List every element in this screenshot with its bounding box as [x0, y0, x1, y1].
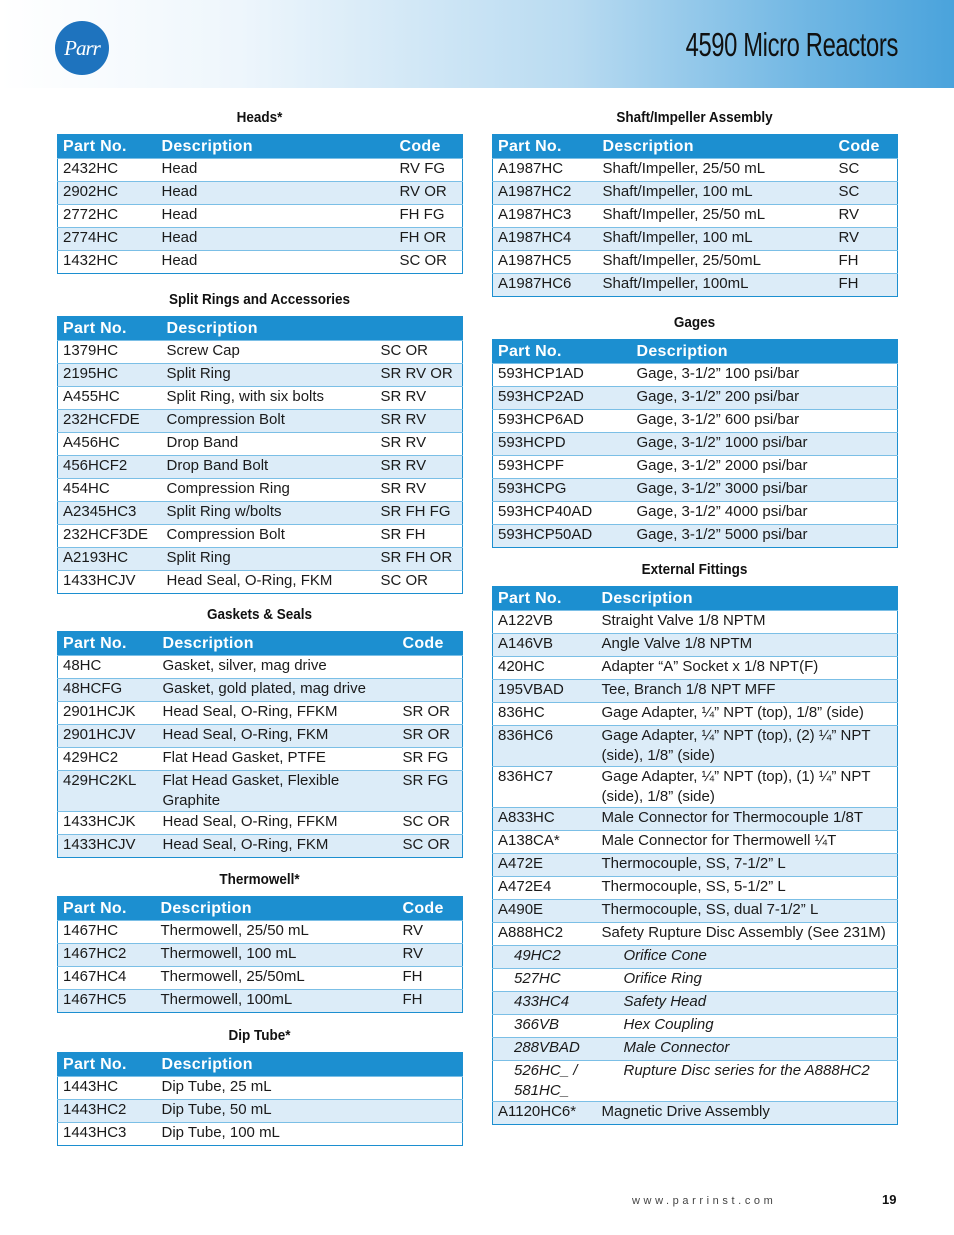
table-row [58, 748, 463, 771]
table-cell: Gasket, gold plated, mag drive [158, 679, 398, 702]
table-row [493, 1102, 898, 1125]
table-cell: SR FH [376, 525, 463, 548]
table-row [58, 1077, 463, 1100]
table-cell: RV [398, 944, 463, 967]
table-cell: Thermowell, 100mL [156, 990, 398, 1013]
table-cell: Dip Tube, 50 mL [157, 1100, 463, 1123]
table-cell: 1379HC [58, 341, 162, 364]
fittings-title: External Fittings [641, 561, 748, 578]
table-cell: Drop Band Bolt [162, 456, 376, 479]
table-cell: Shaft/Impeller, 100 mL [598, 228, 834, 251]
table-cell: SC [834, 182, 898, 205]
table-cell: 593HCP6AD [493, 410, 632, 433]
table-cell: 593HCPF [493, 456, 632, 479]
table-header-row [493, 587, 898, 611]
table-cell: SR FH FG [376, 502, 463, 525]
table-row [58, 679, 463, 702]
table-cell: Gage, 3-1/2” 100 psi/bar [632, 364, 898, 387]
table-cell: Adapter “A” Socket x 1/8 NPT(F) [597, 657, 898, 680]
heads-table [57, 134, 463, 274]
table-row [58, 921, 463, 944]
table-cell: FH OR [395, 228, 463, 251]
table-cell: A833HC [493, 808, 597, 831]
gages-title: Gages [673, 314, 716, 331]
table-cell: Safety Head [597, 992, 898, 1015]
table-cell: Orifice Cone [597, 946, 898, 969]
table-cell: Male Connector for Thermowell ¼T [597, 831, 898, 854]
thermowell-table [57, 896, 463, 1013]
shaft-table [492, 134, 898, 297]
table-cell: 1433HCJV [58, 571, 162, 594]
table-row [58, 387, 463, 410]
table-row [493, 726, 898, 767]
table-cell: 288VBAD [493, 1038, 597, 1061]
table-cell: A455HC [58, 387, 162, 410]
table-cell: 2774HC [58, 228, 157, 251]
column-header: Part No. [493, 340, 632, 364]
table-row [58, 341, 463, 364]
table-cell: 195VBAD [493, 680, 597, 703]
table-cell: Gage, 3-1/2” 1000 psi/bar [632, 433, 898, 456]
column-header: Description [156, 897, 398, 921]
table-row [493, 251, 898, 274]
table-cell: Thermowell, 25/50mL [156, 967, 398, 990]
table-cell: A472E [493, 854, 597, 877]
table-cell: 48HC [58, 656, 158, 679]
table-row [493, 364, 898, 387]
table-cell: Dip Tube, 100 mL [157, 1123, 463, 1146]
table-cell: Dip Tube, 25 mL [157, 1077, 463, 1100]
table-row [493, 923, 898, 946]
table-cell: Compression Bolt [162, 410, 376, 433]
table-cell: Orifice Ring [597, 969, 898, 992]
column-header: Description [598, 135, 834, 159]
table-cell: Head [157, 159, 395, 182]
table-cell: A1987HC6 [493, 274, 598, 297]
table-cell: Gage, 3-1/2” 4000 psi/bar [632, 502, 898, 525]
table-cell: 593HCP1AD [493, 364, 632, 387]
table-cell: FH [398, 990, 463, 1013]
gaskets-table [57, 631, 463, 858]
table-cell: Flat Head Gasket, PTFE [158, 748, 398, 771]
table-cell: RV [834, 205, 898, 228]
table-cell: SR OR [398, 702, 463, 725]
table-cell: Safety Rupture Disc Assembly (See 231M) [597, 923, 898, 946]
table-cell: Head [157, 228, 395, 251]
table-cell: 2901HCJV [58, 725, 158, 748]
table-row [493, 680, 898, 703]
table-row [58, 159, 463, 182]
shaft-title: Shaft/Impeller Assembly [616, 109, 773, 126]
table-cell: Shaft/Impeller, 100mL [598, 274, 834, 297]
table-header-row [58, 135, 463, 159]
table-cell: 593HCP2AD [493, 387, 632, 410]
table-cell: Screw Cap [162, 341, 376, 364]
table-row [493, 1015, 898, 1038]
table-cell: A1987HC2 [493, 182, 598, 205]
table-cell: RV [834, 228, 898, 251]
table-cell: Head Seal, O-Ring, FKM [158, 835, 398, 858]
column-header: Code [398, 897, 463, 921]
column-header: Part No. [58, 632, 158, 656]
table-row [493, 525, 898, 548]
table-row [493, 479, 898, 502]
table-cell: Head [157, 205, 395, 228]
table-cell: Thermocouple, SS, dual 7-1/2” L [597, 900, 898, 923]
table-cell: RV FG [395, 159, 463, 182]
table-cell: Male Connector for Thermocouple 1/8T [597, 808, 898, 831]
column-header: Code [395, 135, 463, 159]
table-cell: RV [398, 921, 463, 944]
table-cell: Gage, 3-1/2” 2000 psi/bar [632, 456, 898, 479]
table-row [493, 767, 898, 808]
table-cell: Gage, 3-1/2” 3000 psi/bar [632, 479, 898, 502]
table-cell: A1987HC [493, 159, 598, 182]
table-cell: Compression Ring [162, 479, 376, 502]
table-row [493, 410, 898, 433]
table-cell: FH [834, 251, 898, 274]
table-cell: SC OR [376, 341, 463, 364]
table-cell: Gage, 3-1/2” 5000 psi/bar [632, 525, 898, 548]
table-cell: SR FG [398, 748, 463, 771]
table-cell: A2193HC [58, 548, 162, 571]
table-row [58, 433, 463, 456]
table-row [493, 992, 898, 1015]
table-cell: 48HCFG [58, 679, 158, 702]
table-cell: Head Seal, O-Ring, FKM [158, 725, 398, 748]
table-cell: Shaft/Impeller, 25/50 mL [598, 159, 834, 182]
table-header-row [58, 632, 463, 656]
table-cell: 232HCFDE [58, 410, 162, 433]
page-number: 19 [882, 1192, 897, 1207]
table-cell: 2902HC [58, 182, 157, 205]
table-cell: Gage Adapter, ¼” NPT (top), (2) ¼” NPT (side), 1/8” (side) [597, 726, 898, 767]
table-row [58, 228, 463, 251]
column-header: Part No. [58, 897, 156, 921]
table-cell: 1443HC [58, 1077, 157, 1100]
table-cell: A1987HC4 [493, 228, 598, 251]
table-row [493, 205, 898, 228]
table-cell: A1120HC6* [493, 1102, 597, 1125]
dip-tube-title: Dip Tube* [228, 1027, 291, 1044]
table-cell: SR RV OR [376, 364, 463, 387]
table-cell: Split Ring w/bolts [162, 502, 376, 525]
table-cell: SR FH OR [376, 548, 463, 571]
table-cell: 429HC2 [58, 748, 158, 771]
thermowell-title: Thermowell* [219, 871, 300, 888]
table-cell: FH FG [395, 205, 463, 228]
table-cell: 1443HC3 [58, 1123, 157, 1146]
table-cell: 836HC [493, 703, 597, 726]
column-header: Description [597, 587, 898, 611]
table-cell: Flat Head Gasket, Flexible Graphite [158, 771, 398, 812]
table-cell: 1467HC [58, 921, 156, 944]
table-cell: SC OR [395, 251, 463, 274]
table-cell: Rupture Disc series for the A888HC2 [597, 1061, 898, 1102]
table-cell: 420HC [493, 657, 597, 680]
table-cell: A456HC [58, 433, 162, 456]
table-cell: Straight Valve 1/8 NPTM [597, 611, 898, 634]
table-row [58, 251, 463, 274]
column-header: Part No. [493, 135, 598, 159]
table-cell: Hex Coupling [597, 1015, 898, 1038]
table-row [58, 205, 463, 228]
table-cell: SC [834, 159, 898, 182]
table-cell: A122VB [493, 611, 597, 634]
table-cell: Head Seal, O-Ring, FKM [162, 571, 376, 594]
table-row [493, 387, 898, 410]
table-row [58, 725, 463, 748]
table-cell: 526HC_ / 581HC_ [493, 1061, 597, 1102]
column-header: Part No. [493, 587, 597, 611]
table-cell: 1433HCJV [58, 835, 158, 858]
table-cell: SR OR [398, 725, 463, 748]
table-cell: SC OR [398, 835, 463, 858]
gaskets-title: Gaskets & Seals [206, 606, 313, 623]
table-cell: Split Ring [162, 364, 376, 387]
table-cell: 2901HCJK [58, 702, 158, 725]
table-cell: A138CA* [493, 831, 597, 854]
table-cell: Thermocouple, SS, 5-1/2” L [597, 877, 898, 900]
table-row [58, 182, 463, 205]
table-cell: Drop Band [162, 433, 376, 456]
table-row [58, 990, 463, 1013]
table-cell: 456HCF2 [58, 456, 162, 479]
column-header: Description [632, 340, 898, 364]
table-row [493, 433, 898, 456]
fittings-table [492, 586, 898, 1125]
table-row [493, 1061, 898, 1102]
table-cell: FH [398, 967, 463, 990]
table-row [493, 159, 898, 182]
table-row [493, 274, 898, 297]
table-cell: A1987HC5 [493, 251, 598, 274]
table-cell: Male Connector [597, 1038, 898, 1061]
table-cell: Head [157, 251, 395, 274]
table-cell: A472E4 [493, 877, 597, 900]
table-row [58, 771, 463, 812]
table-row [493, 854, 898, 877]
table-cell: A146VB [493, 634, 597, 657]
table-cell: Gasket, silver, mag drive [158, 656, 398, 679]
table-cell [398, 679, 463, 702]
dip-tube-table [57, 1052, 463, 1146]
table-row [493, 969, 898, 992]
table-cell: Thermowell, 25/50 mL [156, 921, 398, 944]
table-cell: RV OR [395, 182, 463, 205]
table-cell: Gage, 3-1/2” 600 psi/bar [632, 410, 898, 433]
table-cell: FH [834, 274, 898, 297]
table-cell: SR RV [376, 479, 463, 502]
table-cell: 2432HC [58, 159, 157, 182]
table-cell: SR RV [376, 387, 463, 410]
table-cell: Compression Bolt [162, 525, 376, 548]
column-header: Description [157, 1053, 463, 1077]
table-cell: 1467HC5 [58, 990, 156, 1013]
table-cell [398, 656, 463, 679]
table-row [493, 611, 898, 634]
table-header-row [58, 1053, 463, 1077]
table-cell: 366VB [493, 1015, 597, 1038]
table-row [58, 1100, 463, 1123]
table-cell: 232HCF3DE [58, 525, 162, 548]
table-cell: 836HC6 [493, 726, 597, 767]
table-cell: A888HC2 [493, 923, 597, 946]
column-header: Description [158, 632, 398, 656]
table-row [493, 228, 898, 251]
table-cell: 593HCPD [493, 433, 632, 456]
table-cell: 49HC2 [493, 946, 597, 969]
table-row [58, 525, 463, 548]
table-row [493, 946, 898, 969]
table-cell: Shaft/Impeller, 100 mL [598, 182, 834, 205]
table-cell: 1433HCJK [58, 812, 158, 835]
table-cell: Thermowell, 100 mL [156, 944, 398, 967]
gages-table [492, 339, 898, 548]
table-cell: Gage Adapter, ¼” NPT (top), (1) ¼” NPT (side), 1/8” (side) [597, 767, 898, 808]
table-cell: 1432HC [58, 251, 157, 274]
table-row [58, 812, 463, 835]
table-cell: 1443HC2 [58, 1100, 157, 1123]
table-cell: Angle Valve 1/8 NPTM [597, 634, 898, 657]
table-cell: SR RV [376, 433, 463, 456]
table-cell: 1467HC4 [58, 967, 156, 990]
table-cell: Head Seal, O-Ring, FFKM [158, 702, 398, 725]
table-cell: 433HC4 [493, 992, 597, 1015]
table-cell: Shaft/Impeller, 25/50 mL [598, 205, 834, 228]
table-cell: SC OR [376, 571, 463, 594]
column-header: Description [157, 135, 395, 159]
parr-logo: Parr [55, 21, 109, 75]
table-row [493, 182, 898, 205]
table-row [493, 456, 898, 479]
table-cell: Gage, 3-1/2” 200 psi/bar [632, 387, 898, 410]
table-row [493, 502, 898, 525]
column-header: Part No. [58, 317, 162, 341]
table-cell: 593HCP40AD [493, 502, 632, 525]
table-header-row [58, 897, 463, 921]
table-row [58, 410, 463, 433]
split-rings-title: Split Rings and Accessories [168, 291, 351, 308]
page-title: 4590 Micro Reactors [685, 26, 898, 63]
table-cell: 1467HC2 [58, 944, 156, 967]
table-cell: 429HC2KL [58, 771, 158, 812]
table-header-row [493, 135, 898, 159]
table-cell: 2195HC [58, 364, 162, 387]
table-row [493, 1038, 898, 1061]
table-cell: SR RV [376, 410, 463, 433]
table-row [58, 702, 463, 725]
table-cell: A1987HC3 [493, 205, 598, 228]
table-header-row [493, 340, 898, 364]
table-cell: SC OR [398, 812, 463, 835]
table-cell: Split Ring [162, 548, 376, 571]
page-header [0, 0, 954, 88]
split-rings-table [57, 316, 463, 594]
table-row [493, 703, 898, 726]
table-cell: 593HCPG [493, 479, 632, 502]
column-header: Code [834, 135, 898, 159]
table-row [58, 656, 463, 679]
column-header: Code [398, 632, 463, 656]
table-row [58, 571, 463, 594]
table-cell: A2345HC3 [58, 502, 162, 525]
table-cell: Thermocouple, SS, 7-1/2” L [597, 854, 898, 877]
table-cell: SR FG [398, 771, 463, 812]
table-row [58, 456, 463, 479]
column-header: Description [162, 317, 463, 341]
table-cell: Gage Adapter, ¼” NPT (top), 1/8” (side) [597, 703, 898, 726]
table-cell: 2772HC [58, 205, 157, 228]
table-row [58, 479, 463, 502]
table-row [493, 900, 898, 923]
table-row [493, 808, 898, 831]
table-cell: Tee, Branch 1/8 NPT MFF [597, 680, 898, 703]
table-row [58, 364, 463, 387]
table-row [58, 548, 463, 571]
table-row [493, 634, 898, 657]
table-cell: SR RV [376, 456, 463, 479]
table-cell: Magnetic Drive Assembly [597, 1102, 898, 1125]
table-cell: A490E [493, 900, 597, 923]
table-row [493, 831, 898, 854]
table-row [58, 835, 463, 858]
table-cell: 527HC [493, 969, 597, 992]
table-row [58, 1123, 463, 1146]
table-row [58, 944, 463, 967]
table-cell: Shaft/Impeller, 25/50mL [598, 251, 834, 274]
table-cell: Head [157, 182, 395, 205]
table-row [493, 657, 898, 680]
column-header: Part No. [58, 1053, 157, 1077]
table-row [493, 877, 898, 900]
table-cell: 454HC [58, 479, 162, 502]
table-cell: Head Seal, O-Ring, FFKM [158, 812, 398, 835]
table-row [58, 967, 463, 990]
table-header-row [58, 317, 463, 341]
footer-url: www.parrinst.com [632, 1195, 777, 1207]
table-cell: Split Ring, with six bolts [162, 387, 376, 410]
table-row [58, 502, 463, 525]
table-cell: 593HCP50AD [493, 525, 632, 548]
table-cell: 836HC7 [493, 767, 597, 808]
column-header: Part No. [58, 135, 157, 159]
heads-title: Heads* [236, 109, 283, 126]
